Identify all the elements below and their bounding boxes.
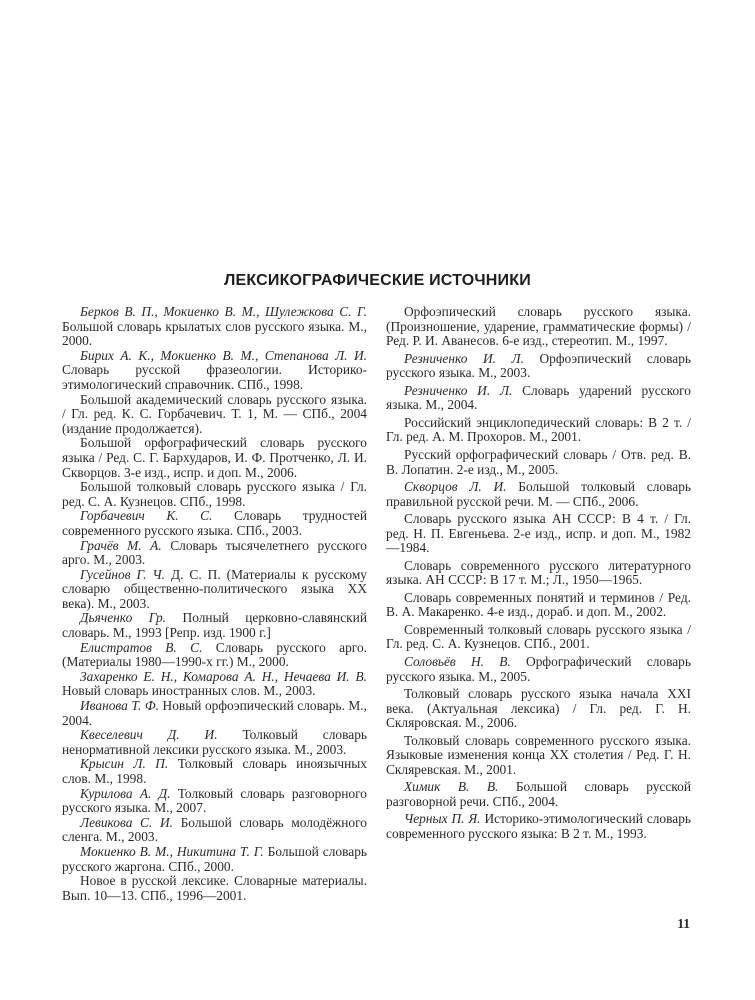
entry-text: Словарь русской фразеологии. Историко-этимологический справочник. СПб., 1998. bbox=[62, 362, 367, 392]
bibliography-entry bbox=[386, 512, 691, 556]
entry-text: Большой словарь русского жаргона. СПб., 2000. bbox=[62, 843, 367, 874]
bibliography-entry bbox=[62, 728, 367, 757]
entry-author: Химик В. В. bbox=[404, 779, 499, 795]
bibliography-entry bbox=[386, 416, 691, 445]
entry-text: Новый словарь иностранных слов. М., 2003. bbox=[62, 683, 316, 699]
entry-text: Словарь трудностей современного русского языка. СПб., 2003. bbox=[62, 508, 367, 538]
bibliography-entry bbox=[386, 448, 691, 477]
entry-text: Большой академический словарь русского языка. / Гл. ред. К. С. Горбачевич. Т. 1, М. — СПб., 2004 (издание продолжается). bbox=[62, 391, 367, 436]
entry-text: Словарь тысячелетнего русского арго. М., 2003. bbox=[62, 537, 368, 568]
bibliography-entry bbox=[62, 845, 367, 874]
entry-text: Словарь русского языка АН СССР: В 4 т. / Гл. ред. Н. П. Евгеньева. 2-е изд., испр. и доп. М., 1982—1984. bbox=[386, 511, 691, 556]
bibliography-entry bbox=[386, 480, 691, 509]
bibliography-entry bbox=[62, 787, 367, 816]
bibliography-entry bbox=[386, 780, 691, 809]
bibliography-entry bbox=[62, 349, 367, 393]
bibliography-entry bbox=[386, 812, 691, 841]
entry-author: Резниченко И. Л. bbox=[404, 382, 513, 398]
entry-text: Большой словарь русской разговорной речи. СПб., 2004. bbox=[386, 779, 691, 809]
entry-author: Курилова А. Д. bbox=[80, 785, 171, 801]
entry-author: Левикова С. И. bbox=[80, 814, 173, 830]
bibliography-entry bbox=[62, 480, 367, 509]
page-number: 11 bbox=[677, 916, 690, 931]
bibliography-entry bbox=[62, 874, 367, 903]
entry-author: Берков В. П., Мокиенко В. М., Шулежкова С. Г. bbox=[80, 304, 367, 319]
bibliography-entry bbox=[386, 687, 691, 731]
entry-text: Орфоэпический словарь русского языка. (Произношение, ударение, грамматические формы) / Ред. Р. И. Аванесов. 6-е изд., стереотип. М., 1997. bbox=[386, 304, 691, 349]
entry-author: Мокиенко В. М., Никитина Т. Г. bbox=[80, 843, 264, 859]
entry-text: Толковый словарь ненормативной лексики русского языка. М., 2003. bbox=[62, 727, 367, 757]
entry-author: Дьяченко Гр. bbox=[80, 610, 167, 626]
entry-author: Иванова Т. Ф. bbox=[80, 698, 159, 714]
entry-author: Скворцов Л. И. bbox=[404, 478, 507, 494]
entry-text: Российский энциклопедический словарь: В 2 т. / Гл. ред. А. М. Прохоров. М., 2001. bbox=[386, 414, 691, 445]
bibliography-entry bbox=[62, 699, 367, 728]
entry-text: Орфографический словарь русского языка. М., 2005. bbox=[386, 653, 691, 684]
bibliography-entry bbox=[62, 568, 367, 612]
entry-text: Д. С. П. (Материалы к русскому словарю общественно-политического языка XX века). М., 2003. bbox=[62, 566, 367, 611]
entry-author: Бирих А. К., Мокиенко В. М., Степанова Л. И. bbox=[80, 347, 367, 363]
bibliography-entry bbox=[386, 734, 691, 778]
entry-text: Большой словарь молодёжного сленга. М., 2003. bbox=[62, 814, 367, 845]
entry-text: Современный толковый словарь русского языка / Гл. ред. С. А. Кузнецов. СПб., 2001. bbox=[386, 621, 691, 652]
entry-author: Квеселевич Д. И. bbox=[80, 727, 218, 743]
entry-text: Новое в русской лексике. Словарные материалы. Вып. 10—13. СПб., 1996—2001. bbox=[62, 873, 367, 903]
entry-author: Соловьёв Н. В. bbox=[404, 653, 511, 669]
right-column bbox=[386, 305, 691, 845]
entry-text: Историко-этимологический словарь современного русского языка: В 2 т. М., 1993. bbox=[386, 811, 691, 842]
entry-author: Гусейнов Г. Ч. bbox=[80, 566, 166, 582]
bibliography-entry bbox=[62, 509, 367, 538]
entry-author: Горбачевич К. С. bbox=[80, 508, 213, 524]
bibliography-entry bbox=[386, 591, 691, 620]
entry-author: Елистратов В. С. bbox=[80, 639, 203, 655]
entry-text: Словарь современных понятий и терминов / Ред. В. А. Макаренко. 4-е изд., дораб. и доп. М., 2002. bbox=[386, 589, 691, 620]
bibliography-entry bbox=[62, 816, 367, 845]
bibliography-entry bbox=[386, 559, 691, 588]
bibliography-entry bbox=[386, 384, 691, 413]
entry-text: Толковый словарь иноязычных слов. М., 1998. bbox=[62, 756, 367, 786]
bibliography-entry bbox=[62, 641, 367, 670]
entry-text: Толковый словарь современного русского языка. Языковые изменения конца XX столетия / Ред. Г. Н. Скляревская. М., 2001. bbox=[386, 732, 691, 777]
entry-author: Крысин Л. П. bbox=[80, 756, 169, 772]
bibliography-entry bbox=[62, 539, 367, 568]
bibliography-entry bbox=[62, 611, 367, 640]
bibliography-entry bbox=[62, 757, 367, 786]
bibliography-entry bbox=[62, 436, 367, 480]
bibliography-entry bbox=[62, 393, 367, 437]
entry-text: Большой орфографический словарь русского языка / Ред. С. Г. Бархударов, И. Ф. Протченко, Л. И. Скворцов. 3-е изд., испр. и доп. М., 2006. bbox=[62, 435, 367, 480]
bibliography-entry bbox=[386, 655, 691, 684]
left-column bbox=[62, 305, 367, 903]
entry-text: Словарь современного русского литературного языка. АН СССР: В 17 т. М.; Л., 1950—1965. bbox=[386, 557, 691, 588]
entry-text: Большой словарь крылатых слов русского языка. М., 2000. bbox=[62, 318, 367, 349]
entry-text: Словарь ударений русского языка. М., 2004. bbox=[386, 382, 691, 413]
entry-text: Толковый словарь русского языка начала XXI века. (Актуальная лексика) / Гл. ред. Г. Н. Скляровская. М., 2006. bbox=[386, 686, 691, 731]
bibliography-entry bbox=[62, 670, 367, 699]
entry-text: Большой толковый словарь русского языка / Гл. ред. С. А. Кузнецов. СПб., 1998. bbox=[62, 479, 367, 509]
entry-author: Грачёв М. А. bbox=[80, 537, 162, 553]
entry-text: Словарь русского арго. (Материалы 1980—1990-х гг.) М., 2000. bbox=[62, 639, 367, 670]
entry-text: Полный церковно-славянский словарь. М., 1993 [Репр. изд. 1900 г.] bbox=[62, 610, 368, 641]
bibliography-entry bbox=[386, 623, 691, 652]
entry-text: Толковый словарь разговорного русского языка. М., 2007. bbox=[62, 785, 367, 816]
bibliography-entry bbox=[62, 305, 367, 349]
entry-text: Новый орфоэпический словарь. М., 2004. bbox=[62, 698, 367, 728]
entry-text: Русский орфографический словарь / Отв. ред. В. В. Лопатин. 2-е изд., М., 2005. bbox=[386, 446, 691, 477]
entry-author: Черных П. Я. bbox=[404, 811, 481, 827]
entry-text: Орфоэпический словарь русского языка. М., 2003. bbox=[386, 350, 692, 381]
bibliography-entry bbox=[386, 352, 691, 381]
entry-author: Захаренко Е. Н., Комарова А. Н., Нечаева И. В. bbox=[80, 668, 367, 684]
entry-author: Резниченко И. Л. bbox=[404, 350, 524, 366]
section-heading: ЛЕКСИКОГРАФИЧЕСКИЕ ИСТОЧНИКИ bbox=[224, 272, 531, 289]
entry-text: Большой толковый словарь правильной русской речи. М. — СПб., 2006. bbox=[386, 478, 692, 509]
bibliography-entry bbox=[386, 305, 691, 349]
